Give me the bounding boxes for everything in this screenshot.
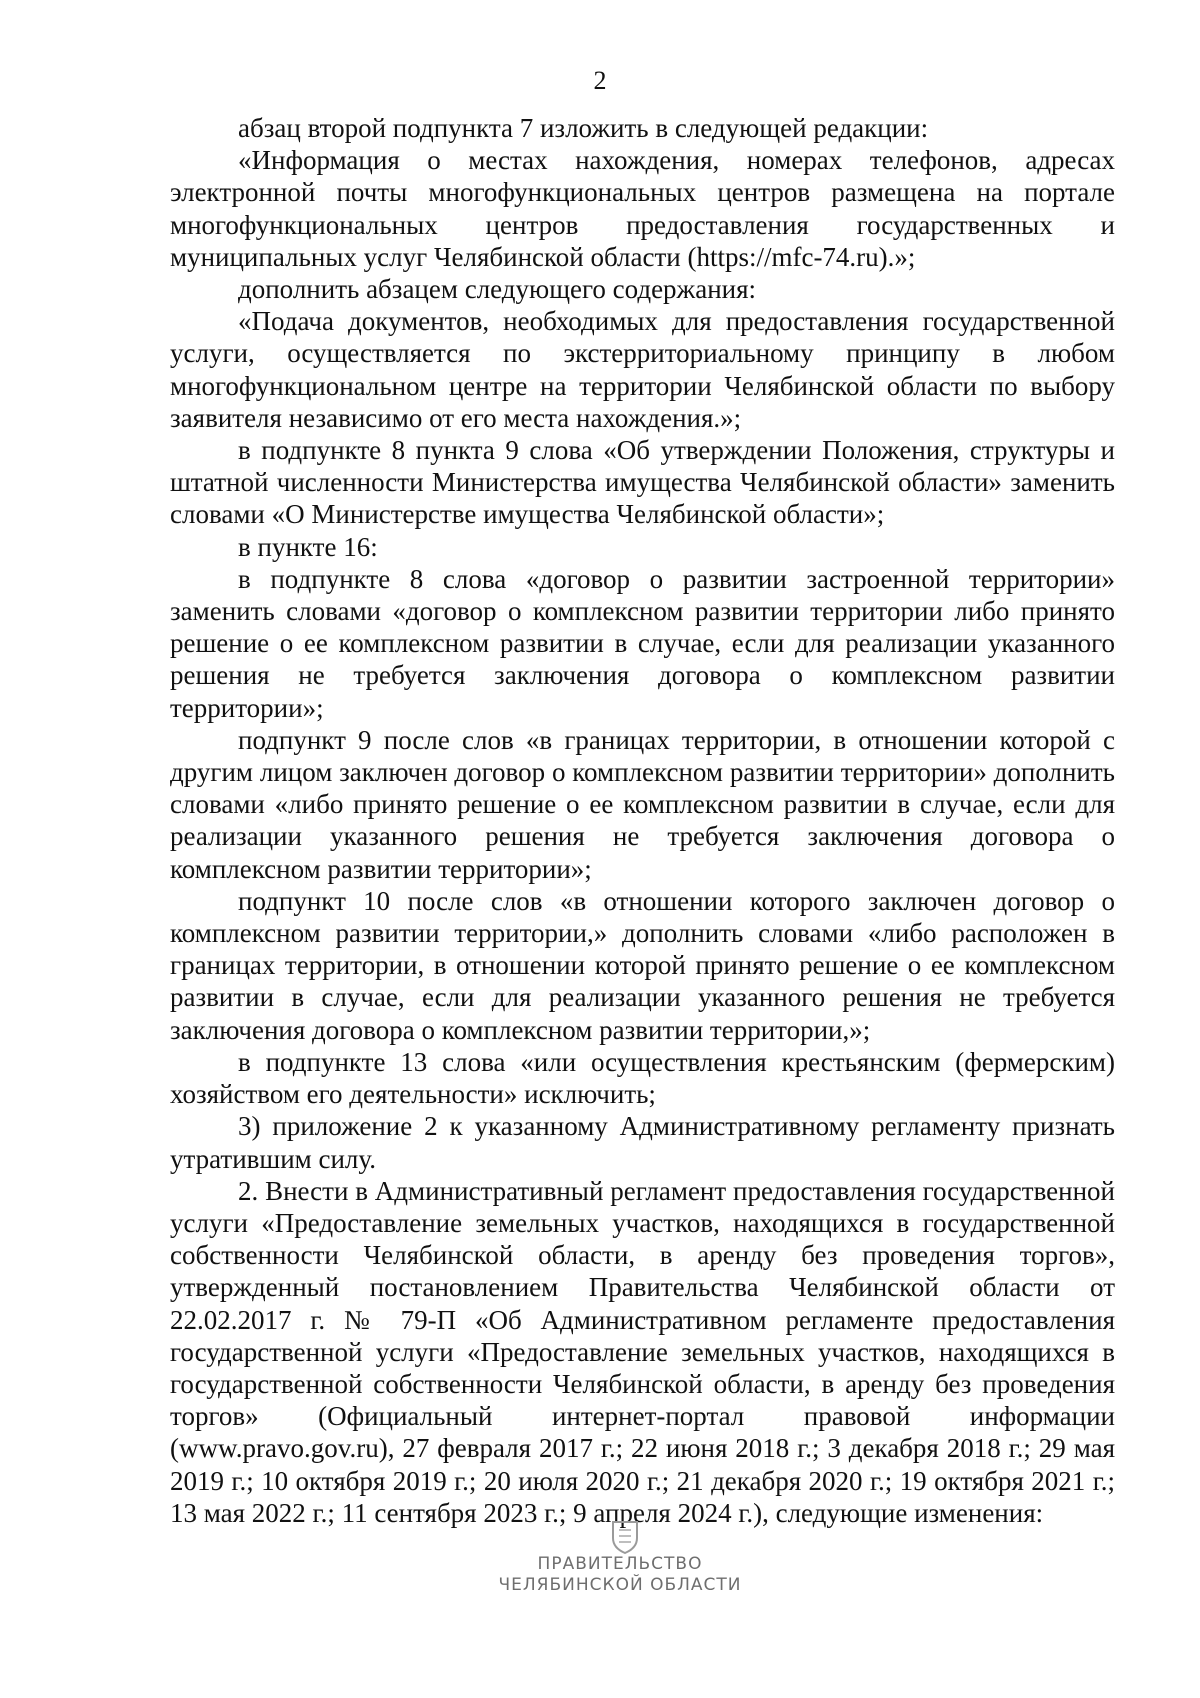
paragraph: в пункте 16: xyxy=(238,531,378,562)
stamp-line-region: ЧЕЛЯБИНСКОЙ ОБЛАСТИ xyxy=(498,1575,742,1595)
government-stamp xyxy=(470,1554,770,1596)
paragraph: подпункт 9 после слов «в границах территории, в отношении которой с другим лицом заключен договор о комплексном развитии территории» дополнить словами «либо принято решение о ее комплексном развитии в случае, если для реализации указанного решения не требуется заключения договора о комплексном развитии территории»; xyxy=(170,724,1115,884)
paragraph: «Подача документов, необходимых для предоставления государственной услуги, осуществляется по экстерриториальному принципу в любом многофункциональном центре на территории Челябинской области по выбору заявителя независимо от его места нахождения.»; xyxy=(170,306,1115,433)
page-number: 2 xyxy=(593,66,607,95)
paragraph: 3) приложение 2 к указанному Административному регламенту признать утратившим силу. xyxy=(170,1111,1115,1174)
document-body xyxy=(170,112,1115,1529)
paragraph: подпункт 10 после слов «в отношении которого заключен договор о комплексном развитии территории,» дополнить словами «либо расположен в границах территории, в отношении которой принято решение о ее комплексном развитии в случае, если для реализации указанного решения не требуется заключения договора о комплексном развитии территории,»; xyxy=(170,885,1115,1045)
paragraph: 2. Внести в Административный регламент предоставления государственной услуги «Предоставление земельных участков, находящихся в государственной собственности Челябинской области, в аренду без проведения торгов», утвержденный постановлением Правительства Челябинской области от 22.02.2017 г. № 79-П «Об Административном регламенте предоставления государственной услуги «Предоставление земельных участков, находящихся в государственной собственности Челябинской области, в аренду без проведения торгов» (Официальный интернет-портал правовой информации (www.pravo.gov.ru), 27 февраля 2017 г.; 22 июня 2018 г.; 3 декабря 2018 г.; 29 мая 2019 г.; 10 октября 2019 г.; 20 июля 2020 г.; 21 декабря 2020 г.; 19 октября 2021 г.; 13 мая 2022 г.; 11 сентября 2023 г.; 9 апреля 2024 г.), следующие изменения: xyxy=(170,1175,1115,1528)
paragraph: в подпункте 8 пункта 9 слова «Об утверждении Положения, структуры и штатной численности Министерства имущества Челябинской области» заменить словами «О Министерстве имущества Челябинской области»; xyxy=(170,435,1115,530)
paragraph: в подпункте 13 слова «или осуществления крестьянским (фермерским) хозяйством его деятельности» исключить; xyxy=(170,1046,1115,1110)
paragraph: «Информация о местах нахождения, номерах телефонов, адресах электронной почты многофункциональных центров размещена на портале многофункциональных центров предоставления государственных и муниципальных услуг Челябинской области (https://mfc-74.ru).»; xyxy=(170,145,1115,272)
stamp-line-government: ПРАВИТЕЛЬСТВО xyxy=(537,1554,703,1574)
paragraph: в подпункте 8 слова «договор о развитии застроенной территории» заменить словами «договор о комплексном развитии территории либо принято решение о ее комплексном развитии в случае, если для реализации указанного решения не требуется заключения договора о комплексном развитии территории»; xyxy=(170,563,1115,723)
paragraph: абзац второй подпункта 7 изложить в следующей редакции: xyxy=(238,113,929,143)
paragraph: дополнить абзацем следующего содержания: xyxy=(238,274,757,305)
coat-of-arms-icon xyxy=(605,1516,645,1556)
